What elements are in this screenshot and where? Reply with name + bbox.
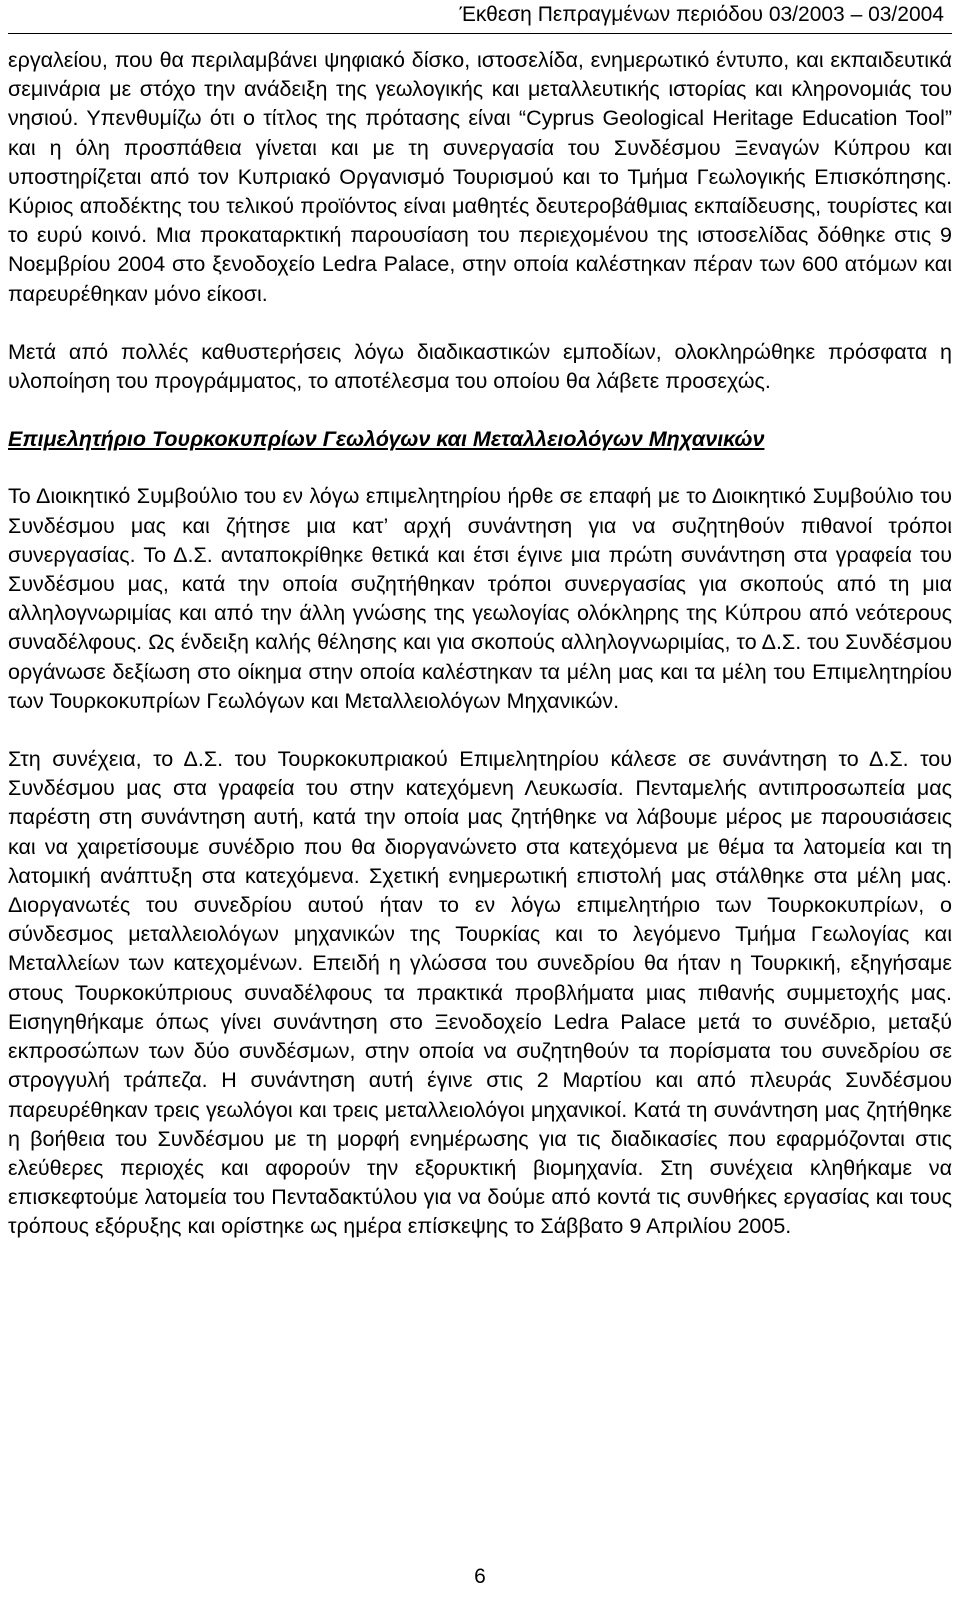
body-paragraph: εργαλείου, που θα περιλαμβάνει ψηφιακό δίσκο, ιστοσελίδα, ενημερωτικό έντυπο, και εκπαιδευτικά σεμινάρια με στόχο την ανάδειξη της γεωλογικής και μεταλλευτικής ιστορίας και κληρονομιάς του νησιού. Υπενθυμίζω ότι ο τίτλος της πρότασης είναι “Cyprus Geological Heritage Education Tool” και η όλη προσπάθεια γίνεται και με τη συνεργασία του Συνδέσμου Ξεναγών Κύπρου και υποστηρίζεται από τον Κυπριακό Οργανισμό Τουρισμού και το Τμήμα Γεωλογικής Επισκόπησης. Κύριος αποδέκτης του τελικού προϊόντος είναι μαθητές δευτεροβάθμιας εκπαίδευσης, τουρίστες και το ευρύ κοινό. Μια προκαταρκτική παρουσίαση του περιεχομένου της ιστοσελίδας δόθηκε στις 9 Νοεμβρίου 2004 στο ξενοδοχείο Ledra Palace, στην οποία καλέστηκαν πέραν των 600 ατόμων και παρευρέθηκαν μόνο είκοσι. — [8, 48, 952, 306]
body-paragraph: Μετά από πολλές καθυστερήσεις λόγω διαδικαστικών εμποδίων, ολοκληρώθηκε πρόσφατα η υλοποίηση του προγράμματος, το αποτέλεσμα του οποίου θα λάβετε προσεχώς. — [8, 339, 952, 394]
section-heading: Επιμελητήριο Τουρκοκυπρίων Γεωλόγων και Μεταλλειολόγων Μηχανικών — [8, 427, 765, 452]
body-paragraph: Το Διοικητικό Συμβούλιο του εν λόγω επιμελητηρίου ήρθε σε επαφή με το Διοικητικό Συμβούλιο του Συνδέσμου μας και ζήτησε μια κατ’ αρχή συνάντηση για να συζητηθούν πιθανοί τρόποι συνεργασίας. Το Δ.Σ. ανταποκρίθηκε θετικά και έτσι έγινε μια πρώτη συνάντηση στα γραφεία του Συνδέσμου μας, κατά την οποία συζητήθηκαν τρόποι συνεργασίας για σκοπούς από τη μια αλληλογνωριμίας και από την άλλη γνώσης της γεωλογίας ολόκληρης της Κύπρου από νεότερους συναδέλφους. Ως ένδειξη καλής θέλησης και για σκοπούς αλληλογνωριμίας, το Δ.Σ. του Συνδέσμου οργάνωσε δεξίωση στο οίκημα στην οποία καλέστηκαν τα μέλη μας και τα μέλη του Επιμελητηρίου των Τουρκοκυπρίων Γεωλόγων και Μεταλλειολόγων Μηχανικών. — [8, 484, 952, 713]
body-paragraph: Στη συνέχεια, το Δ.Σ. του Τουρκοκυπριακού Επιμελητηρίου κάλεσε σε συνάντηση το Δ.Σ. του Συνδέσμου μας στα γραφεία του στην κατεχόμενη Λευκωσία. Πενταμελής αντιπροσωπεία μας παρέστη στη συνάντηση αυτή, κατά την οποία μας ζητήθηκε να λάβουμε μέρος με παρουσιάσεις και να χαιρετίσουμε συνέδριο που θα διοργανώνετο στα κατεχόμενα με θέμα τα λατομεία και τη λατομική ανάπτυξη στα κατεχόμενα. Σχετική ενημερωτική επιστολή μας στάλθηκε στα μέλη μας. Διοργανωτές του συνεδρίου αυτού ήταν το εν λόγω επιμελητήριο των Τουρκοκυπρίων, ο σύνδεσμος μεταλλειολόγων μηχανικών της Τουρκίας και το λεγόμενο Τμήμα Γεωλογίας και Μεταλλείων των κατεχομένων. Επειδή η γλώσσα του συνεδρίου θα ήταν η Τουρκική, εξηγήσαμε στους Τουρκοκύπριους συναδέλφους τα πρακτικά προβλήματα μιας πιθανής συμμετοχής μας. Εισηγηθήκαμε όπως γίνει συνάντηση στο Ξενοδοχείο Ledra Palace μετά το συνέδριο, μεταξύ εκπροσώπων των δύο συνδέσμων, στην οποία να συζητηθούν τα πορίσματα του συνεδρίου σε στρογγυλή τράπεζα. Η συνάντηση αυτή έγινε στις 2 Μαρτίου και από πλευράς Συνδέσμου παρευρέθηκαν τρεις γεωλόγοι και τρεις μεταλλειολόγοι μηχανικοί. Κατά τη συνάντηση μας ζητήθηκε η βοήθεια του Συνδέσμου με τη μορφή ενημέρωσης για τις διαδικασίες που εφαρμόζονται στις ελεύθερες περιοχές και αφορούν την εξορυκτική βιομηχανία. Στη συνέχεια κληθήκαμε να επισκεφτούμε λατομεία του Πενταδακτύλου για να δούμε από κοντά τις συνθήκες εργασίας και τους τρόπους εξόρυξης και ορίστηκε ως ημέρα επίσκεψης το Σάββατο 9 Απριλίου 2005. — [8, 747, 952, 1239]
running-header: Έκθεση Πεπραγμένων περιόδου 03/2003 – 03/2004 — [459, 3, 944, 26]
header-rule — [8, 33, 952, 34]
page-number: 6 — [474, 1565, 486, 1588]
body-content — [8, 46, 952, 1271]
